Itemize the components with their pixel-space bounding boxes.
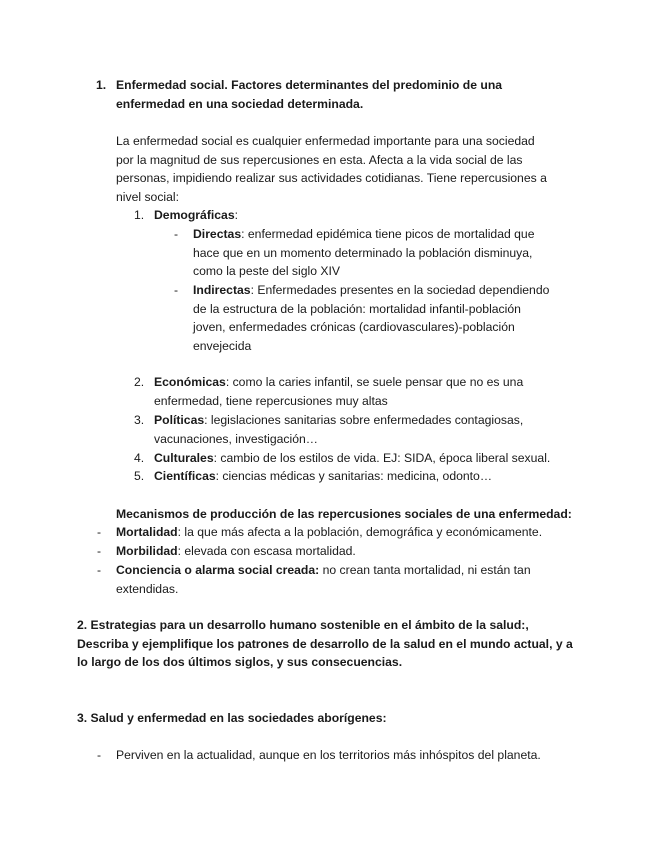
dash-bullet: -: [174, 227, 179, 241]
list-item-politicas: [154, 411, 523, 448]
list-item-demograficas: [154, 206, 238, 225]
heading-line: enfermedad en una sociedad determinada.: [116, 96, 364, 111]
list-item-cientificas: [154, 467, 492, 486]
item-label: Culturales: [154, 451, 214, 465]
dash-bullet: -: [97, 525, 102, 539]
dash-bullet: -: [174, 283, 179, 297]
item-text: : la que más afecta a la población, demográfica y económicamente.: [177, 525, 543, 539]
item-label: Demográficas: [154, 208, 235, 222]
section-3-heading: 3. Salud y enfermedad en las sociedades aborígenes:: [77, 711, 387, 725]
item-text: : elevada con escasa mortalidad.: [177, 544, 356, 558]
item-text: hace que en un momento determinado la población disminuya,: [193, 245, 533, 260]
item-text: enfermedad, tiene repercusiones muy altas: [154, 393, 388, 408]
heading-line: lo largo de los dos últimos siglos, y sus consecuencias.: [77, 655, 403, 669]
item-text: envejecida: [193, 338, 252, 353]
sub-item-indirectas: [193, 281, 549, 355]
item-text: :: [234, 208, 238, 222]
list-item-economicas: [154, 373, 523, 410]
item-text: no crean tanta mortalidad, ni están tan: [319, 563, 531, 577]
section-2-heading: [77, 616, 573, 672]
list-number: 5.: [134, 469, 145, 483]
paragraph-line: personas, impidiendo realizar sus actividades cotidianas. Tiene repercusiones a: [116, 171, 547, 185]
heading-line: 2. Estrategias para un desarrollo humano sostenible en el ámbito de la salud:,: [77, 618, 529, 632]
item-label: Científicas: [154, 469, 216, 483]
paragraph-line: La enfermedad social es cualquier enfermedad importante para una sociedad: [116, 134, 535, 148]
list-number: 4.: [134, 451, 145, 465]
item-text: : legislaciones sanitarias sobre enfermedades contagiosas,: [204, 413, 524, 427]
item-text: : como la caries infantil, se suele pensar que no es una: [225, 375, 524, 389]
item-text: vacunaciones, investigación…: [154, 431, 318, 446]
item-label: Políticas: [154, 413, 205, 427]
mechanisms-heading: Mecanismos de producción de las repercusiones sociales de una enfermedad:: [116, 507, 572, 521]
dash-bullet: -: [97, 563, 102, 577]
mechanism-conciencia: [116, 561, 531, 598]
paragraph-line: nivel social:: [116, 189, 179, 204]
paragraph-line: por la magnitud de sus repercusiones en esta. Afecta a la vida social de las: [116, 152, 523, 167]
item-label: Morbilidad: [116, 544, 178, 558]
mechanism-morbilidad: [116, 542, 356, 561]
item-text: : Enfermedades presentes en la sociedad dependiendo: [250, 283, 550, 297]
dash-bullet: -: [97, 544, 102, 558]
item-label: Directas: [193, 227, 242, 241]
list-number: 3.: [134, 413, 145, 427]
item-text: de la estructura de la población: mortalidad infantil-población: [193, 301, 521, 316]
heading-line: Describa y ejemplifique los patrones de desarrollo de la salud en el mundo actual, y a: [77, 636, 573, 651]
item-label: Indirectas: [193, 283, 251, 297]
item-label: Económicas: [154, 375, 226, 389]
item-text: como la peste del siglo XIV: [193, 264, 341, 278]
mechanism-mortalidad: [116, 523, 542, 542]
section-1-heading: [116, 76, 502, 113]
item-text: : cambio de los estilos de vida. EJ: SIDA, época liberal sexual.: [213, 451, 551, 465]
item-text: extendidas.: [116, 581, 179, 596]
sub-item-directas: [193, 225, 534, 281]
item-label: Conciencia o alarma social creada:: [116, 563, 320, 577]
item-text: : ciencias médicas y sanitarias: medicina, odonto…: [215, 469, 493, 483]
item-text: joven, enfermedades crónicas (cardiovasculares)-población: [193, 320, 515, 334]
list-number: 2.: [134, 375, 145, 389]
list-number: 1.: [134, 208, 145, 222]
item-label: Mortalidad: [116, 525, 178, 539]
section-1-number: 1.: [96, 78, 107, 92]
list-item-culturales: [154, 449, 550, 468]
heading-line: Enfermedad social. Factores determinantes del predominio de una: [116, 78, 503, 92]
section-3-bullet: Perviven en la actualidad, aunque en los territorios más inhóspitos del planeta.: [116, 748, 541, 762]
item-text: : enfermedad epidémica tiene picos de mortalidad que: [241, 227, 535, 241]
dash-bullet: -: [97, 748, 102, 762]
intro-paragraph: [116, 132, 547, 206]
